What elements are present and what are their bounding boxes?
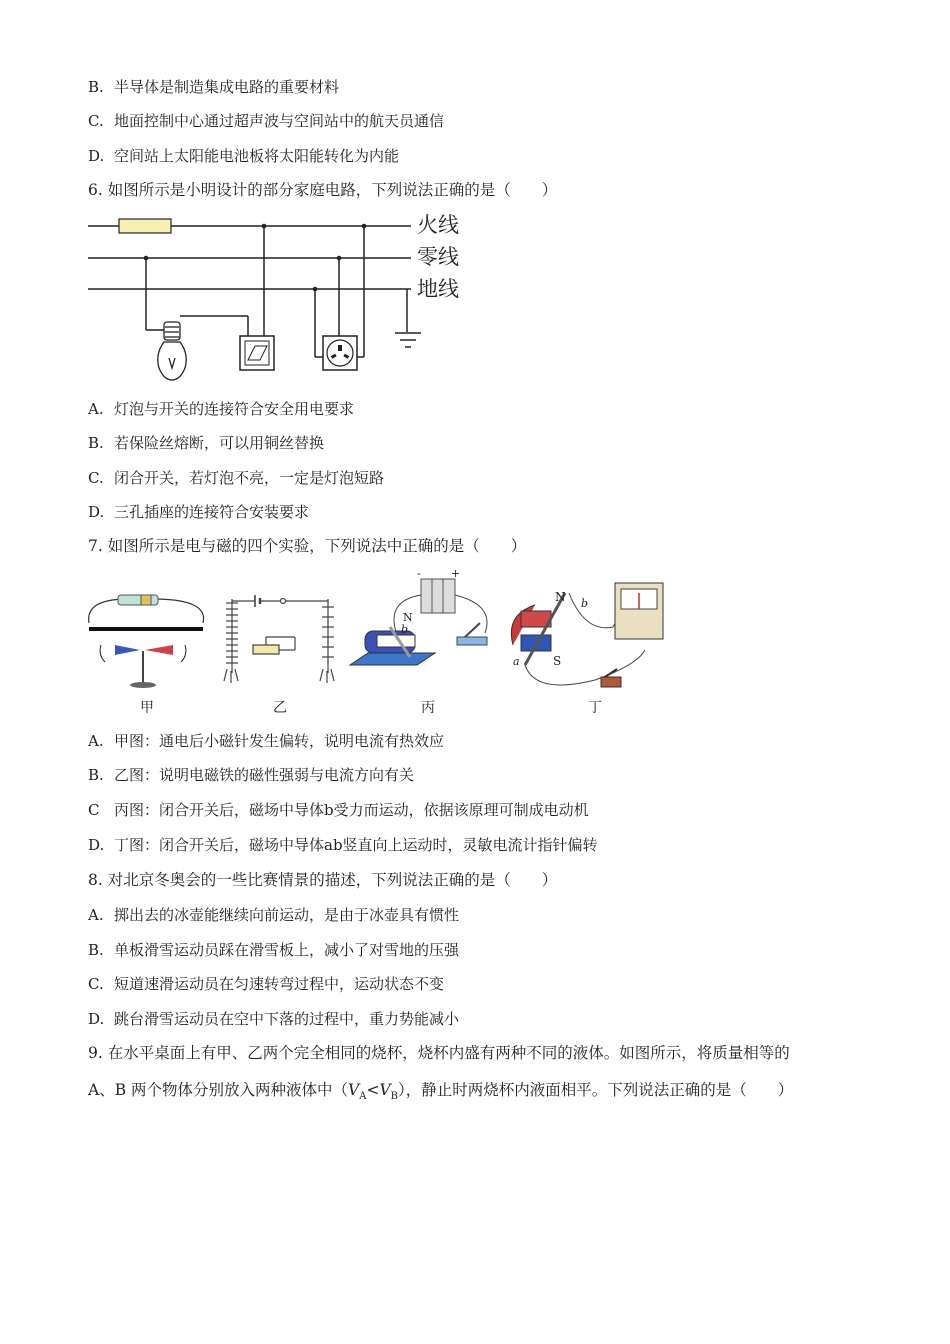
q8-stem: 8. 对北京冬奥会的一些比赛情景的描述，下列说法正确的是（ ） [88, 871, 558, 889]
household-circuit-figure [85, 208, 485, 388]
q6-option-d: D. 三孔插座的连接符合安装要求 [88, 503, 310, 521]
q6-option-a: A. 灯泡与开关的连接符合安全用电要求 [88, 400, 355, 418]
q7-option-b: B. 乙图：说明电磁铁的磁性强弱与电流方向有关 [88, 766, 415, 784]
neutral-wire-label: 零线 [417, 245, 459, 269]
q6-option-b: B. 若保险丝熔断，可以用铜丝替换 [88, 434, 325, 452]
ding-s-label: S [553, 654, 562, 668]
q6-stem: 6. 如图所示是小明设计的部分家庭电路，下列说法正确的是（ ） [88, 181, 558, 199]
bing-b-label: b [401, 623, 409, 636]
minus-label: - [417, 567, 421, 580]
q5-option-b: B. 半导体是制造集成电路的重要材料 [88, 78, 340, 96]
q9-stem-line1: 9. 在水平桌面上有甲、乙两个完全相同的烧杯，烧杯内盛有两种不同的液体。如图所示，将质量相等的 [88, 1044, 790, 1062]
caption-bing: 丙 [421, 700, 435, 716]
fuse-icon [119, 219, 171, 233]
plus-label: + [451, 567, 461, 580]
q7-option-c: C 丙图：闭合开关后，磁场中导体b受力而运动，依据该原理可制成电动机 [88, 801, 589, 819]
live-wire-label: 火线 [417, 213, 459, 237]
q8-option-a: A. 掷出去的冰壶能继续向前运动，是由于冰壶具有惯性 [88, 906, 460, 924]
three-pin-socket-icon [323, 336, 357, 370]
ground-wire-label: 地线 [417, 277, 459, 301]
q9-stem-line2: A、B 两个物体分别放入两种液体中$(V_A<V_B)$，静止时两烧杯内液面相平。下列说法正确的是（ ） [88, 1081, 794, 1103]
q5-option-d: D. 空间站上太阳能电池板将太阳能转化为内能 [88, 147, 400, 165]
q7-option-a: A. 甲图：通电后小磁针发生偏转，说明电流有热效应 [88, 732, 445, 750]
ding-b-label: b [581, 597, 589, 610]
figure-bing [350, 567, 487, 665]
figure-yi [224, 595, 334, 683]
caption-yi: 乙 [273, 700, 287, 716]
figure-jia [89, 595, 204, 688]
caption-jia: 甲 [140, 700, 154, 716]
q8-option-b: B. 单板滑雪运动员踩在滑雪板上，减小了对雪地的压强 [88, 941, 460, 959]
q7-stem: 7. 如图所示是电与磁的四个实验，下列说法中正确的是（ ） [88, 537, 527, 555]
caption-ding: 丁 [588, 700, 602, 716]
switch-icon [240, 336, 274, 370]
ding-n-label: N [555, 590, 566, 604]
ding-a-label: a [513, 655, 520, 668]
q8-option-c: C. 短道速滑运动员在匀速转弯过程中，运动状态不变 [88, 975, 445, 993]
q5-option-c: C. 地面控制中心通过超声波与空间站中的航天员通信 [88, 112, 445, 130]
bing-n-label: N [403, 611, 413, 624]
q8-option-d: D. 跳台滑雪运动员在空中下落的过程中，重力势能减小 [88, 1010, 460, 1028]
figure-ding [511, 583, 663, 687]
q7-option-d: D. 丁图：闭合开关后，磁场中导体ab竖直向上运动时，灵敏电流计指针偏转 [88, 836, 598, 854]
q6-option-c: C. 闭合开关，若灯泡不亮，一定是灯泡短路 [88, 469, 385, 487]
